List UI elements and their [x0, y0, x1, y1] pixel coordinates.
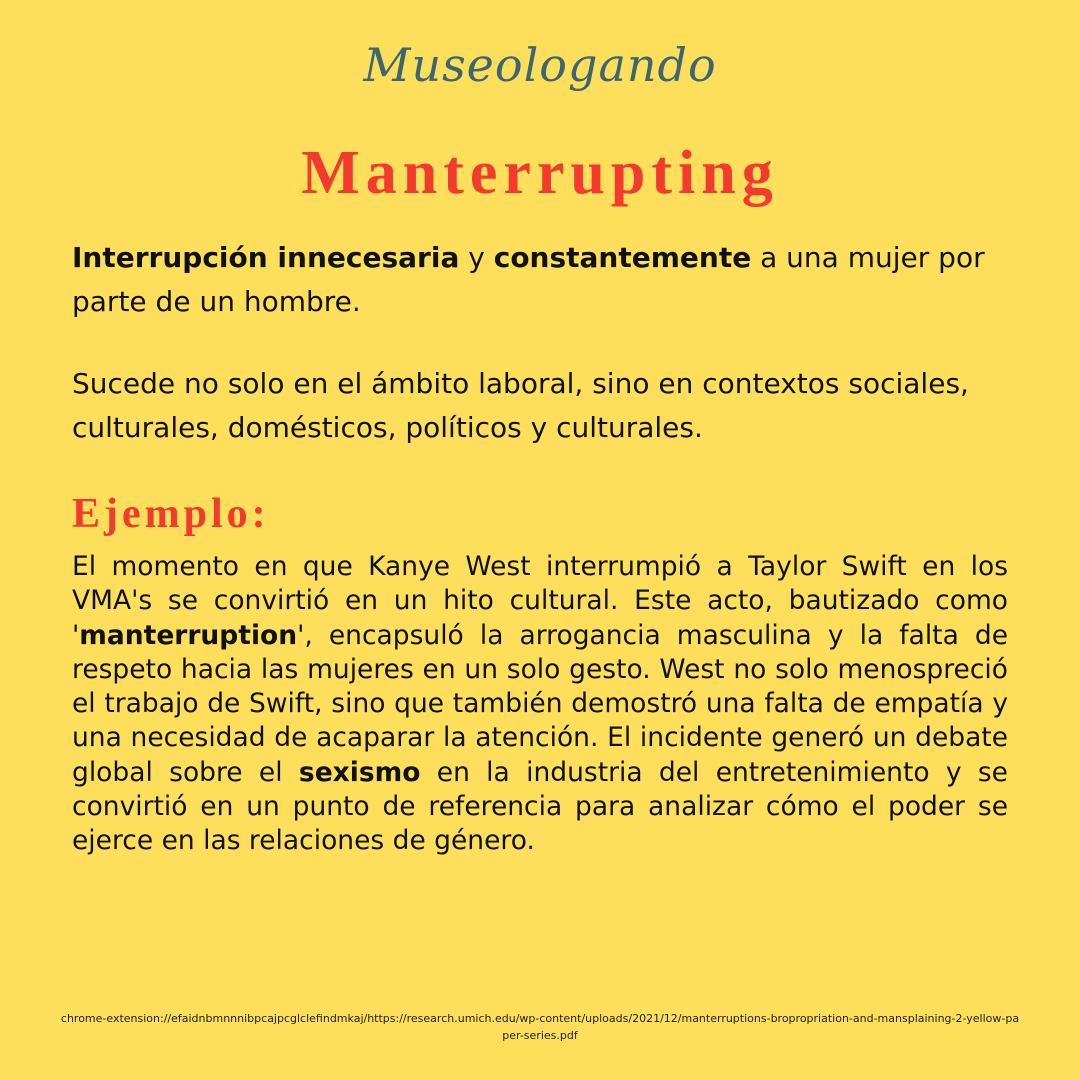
source-url: chrome-extension://efaidnbmnnnibpcajpcglclefindmkaj/https://research.umich.edu/wp-content/uploads/2021/12/manterruptions-bropropriation-and-mansplaining-2-yellow-paper-series.pdf	[60, 1012, 1020, 1042]
definition-paragraph	[72, 236, 1012, 324]
definition-bold-1: Interrupción innecesaria	[72, 241, 460, 274]
definition-text-4: a una mujer por parte de un hombre.	[72, 241, 985, 318]
example-bold-manterruption: manterruption	[79, 619, 298, 651]
example-heading: Ejemplo:	[72, 491, 270, 537]
example-bold-sexismo: sexismo	[298, 756, 421, 788]
definition-text-2: y	[459, 241, 494, 274]
context-paragraph: Sucede no solo en el ámbito laboral, sino en contextos sociales, culturales, domésticos, políticos y culturales.	[72, 367, 969, 444]
page-title: Manterrupting	[301, 139, 779, 207]
example-text-1: El momento en que Kanye West interrumpió a Taylor Swift en los VMA's se convirtió en un hito cultural. Este acto, bautizado como '	[72, 551, 1008, 651]
example-text-3: ', encapsuló la arrogancia masculina y la falta de respeto hacia las mujeres en un solo gesto. West no solo menospreció el trabajo de Swift, sino que también demostró una falta de empatía y una necesidad de acaparar la atención. El incidente generó un debate global sobre el	[72, 619, 1008, 788]
example-paragraph	[72, 550, 1008, 859]
example-text-5: en la industria del entretenimiento y se convirtió en un punto de referencia para analizar cómo el poder se ejerce en las relaciones de género.	[72, 756, 1008, 857]
definition-bold-3: constantemente	[493, 241, 752, 274]
brand-logo-text: Museologando	[363, 38, 717, 92]
